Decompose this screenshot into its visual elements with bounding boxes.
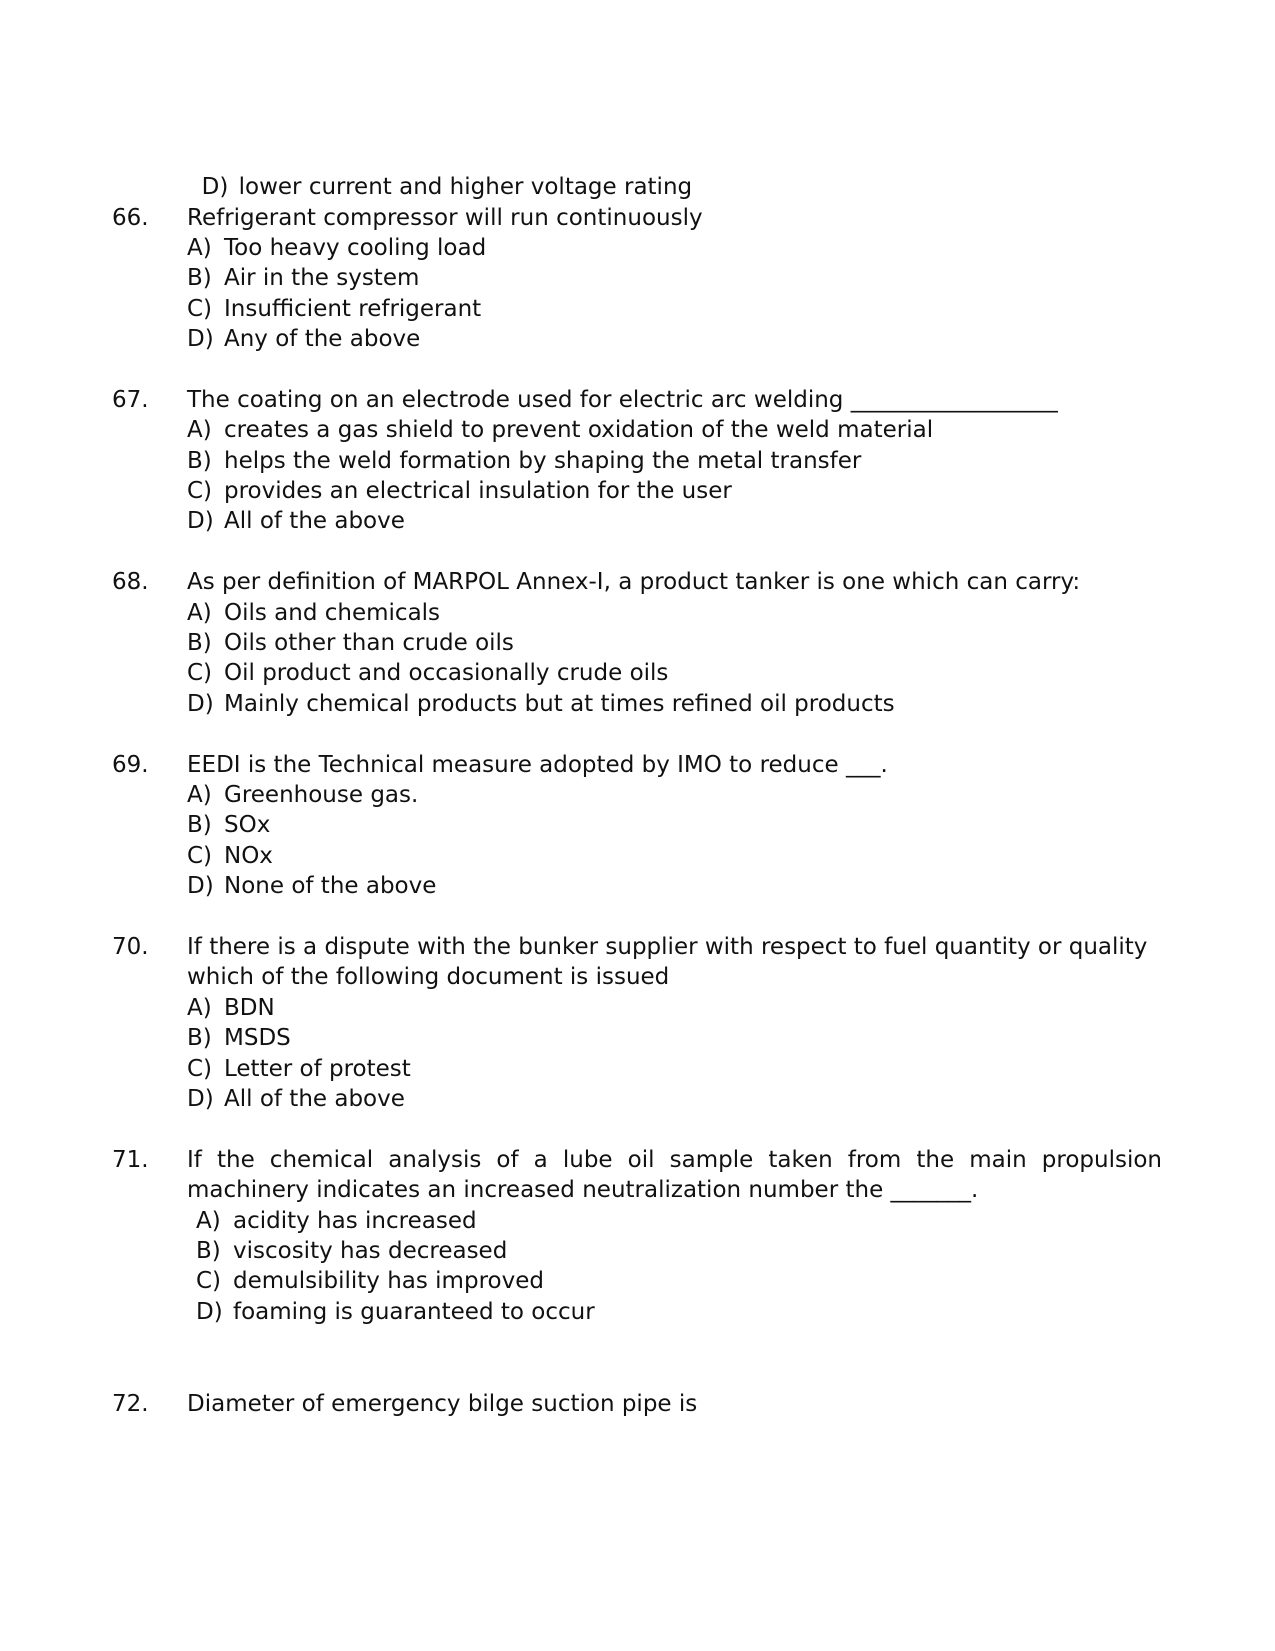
- option-letter: A): [187, 600, 212, 626]
- option-c: [187, 476, 732, 506]
- question-number: 66.: [112, 205, 149, 231]
- option-letter: D): [187, 691, 214, 717]
- question-stem: As per definition of MARPOL Annex-I, a product tanker is one which can carry:: [187, 569, 1081, 595]
- option-text: Oils and chemicals: [224, 600, 441, 626]
- option-text: helps the weld formation by shaping the metal transfer: [224, 448, 862, 474]
- option-letter: A): [196, 1208, 221, 1234]
- option-d: [187, 324, 420, 354]
- option-d: [187, 506, 405, 536]
- option-c: [187, 294, 481, 324]
- question-number: 67.: [112, 387, 149, 413]
- option-text: BDN: [224, 995, 275, 1021]
- option-a: [187, 993, 275, 1023]
- option-letter: C): [187, 660, 213, 686]
- option-letter: A): [187, 782, 212, 808]
- question-stem: The coating on an electrode used for electric arc welding __________________: [187, 387, 1058, 413]
- option-b: [187, 1023, 291, 1053]
- question-stem: Refrigerant compressor will run continuously: [187, 205, 703, 231]
- question-number: 71.: [112, 1147, 149, 1173]
- option-text: demulsibility has improved: [233, 1268, 544, 1294]
- option-letter: C): [196, 1268, 222, 1294]
- option-d: [196, 1297, 595, 1327]
- question-stem-line-1: If the chemical analysis of a lube oil sample taken from the main propulsion: [187, 1147, 1162, 1173]
- option-letter: A): [187, 995, 212, 1021]
- option-text: Oil product and occasionally crude oils: [224, 660, 669, 686]
- option-text: Too heavy cooling load: [224, 235, 487, 261]
- option-text: NOx: [224, 843, 273, 869]
- option-letter: B): [187, 448, 212, 474]
- question-number: 68.: [112, 569, 149, 595]
- option-c: [196, 1266, 544, 1296]
- option-b: [187, 263, 419, 293]
- option-text: provides an electrical insulation for the user: [224, 478, 732, 504]
- option-c: [187, 658, 668, 688]
- option-letter: A): [187, 235, 212, 261]
- option-text: Air in the system: [224, 265, 420, 291]
- option-letter: C): [187, 296, 213, 322]
- option-text: None of the above: [224, 873, 437, 899]
- option-letter: C): [187, 843, 213, 869]
- option-letter: B): [187, 1025, 212, 1051]
- option-a: [187, 598, 440, 628]
- option-b: [187, 628, 514, 658]
- question-stem-line-2: machinery indicates an increased neutralization number the _______.: [187, 1177, 979, 1203]
- option-text: MSDS: [224, 1025, 291, 1051]
- option-text: Letter of protest: [224, 1056, 411, 1082]
- option-letter: B): [187, 812, 212, 838]
- option-letter: B): [187, 630, 212, 656]
- option-text: All of the above: [224, 508, 405, 534]
- option-text: lower current and higher voltage rating: [238, 174, 693, 200]
- option-text: acidity has increased: [233, 1208, 477, 1234]
- question-number: 70.: [112, 934, 149, 960]
- option-letter: D): [187, 873, 214, 899]
- option-b: [187, 446, 861, 476]
- option-text: foaming is guaranteed to occur: [233, 1299, 595, 1325]
- question-stem: Diameter of emergency bilge suction pipe is: [187, 1391, 698, 1417]
- option-letter: D): [187, 1086, 214, 1112]
- question-stem-line-1: If there is a dispute with the bunker supplier with respect to fuel quantity or quality: [187, 934, 1148, 960]
- option-a: [187, 233, 486, 263]
- option-d: [187, 689, 895, 719]
- option-text: Insufficient refrigerant: [224, 296, 482, 322]
- carry-over-option: [187, 142, 692, 202]
- option-letter: B): [187, 265, 212, 291]
- option-letter: D): [196, 1299, 223, 1325]
- option-c: [187, 1054, 411, 1084]
- option-text: Mainly chemical products but at times refined oil products: [224, 691, 895, 717]
- option-c: [187, 841, 273, 871]
- option-b: [187, 810, 270, 840]
- option-d: [187, 1084, 405, 1114]
- option-text: All of the above: [224, 1086, 405, 1112]
- option-text: Any of the above: [224, 326, 421, 352]
- option-a: [187, 780, 418, 810]
- question-stem: EEDI is the Technical measure adopted by IMO to reduce ___.: [187, 752, 888, 778]
- option-a: [187, 415, 933, 445]
- option-text: Greenhouse gas.: [224, 782, 419, 808]
- option-letter: C): [187, 478, 213, 504]
- option-letter: A): [187, 417, 212, 443]
- option-text: SOx: [224, 812, 271, 838]
- option-letter: D): [187, 326, 214, 352]
- option-b: [196, 1236, 507, 1266]
- option-text: Oils other than crude oils: [224, 630, 514, 656]
- option-text: creates a gas shield to prevent oxidation of the weld material: [224, 417, 934, 443]
- option-letter: C): [187, 1056, 213, 1082]
- option-letter: D): [201, 174, 229, 200]
- option-text: viscosity has decreased: [233, 1238, 508, 1264]
- question-number: 72.: [112, 1391, 149, 1417]
- option-letter: B): [196, 1238, 221, 1264]
- option-d: [187, 871, 436, 901]
- question-number: 69.: [112, 752, 149, 778]
- option-letter: D): [187, 508, 214, 534]
- question-stem-line-2: which of the following document is issued: [187, 964, 670, 990]
- option-a: [196, 1206, 477, 1236]
